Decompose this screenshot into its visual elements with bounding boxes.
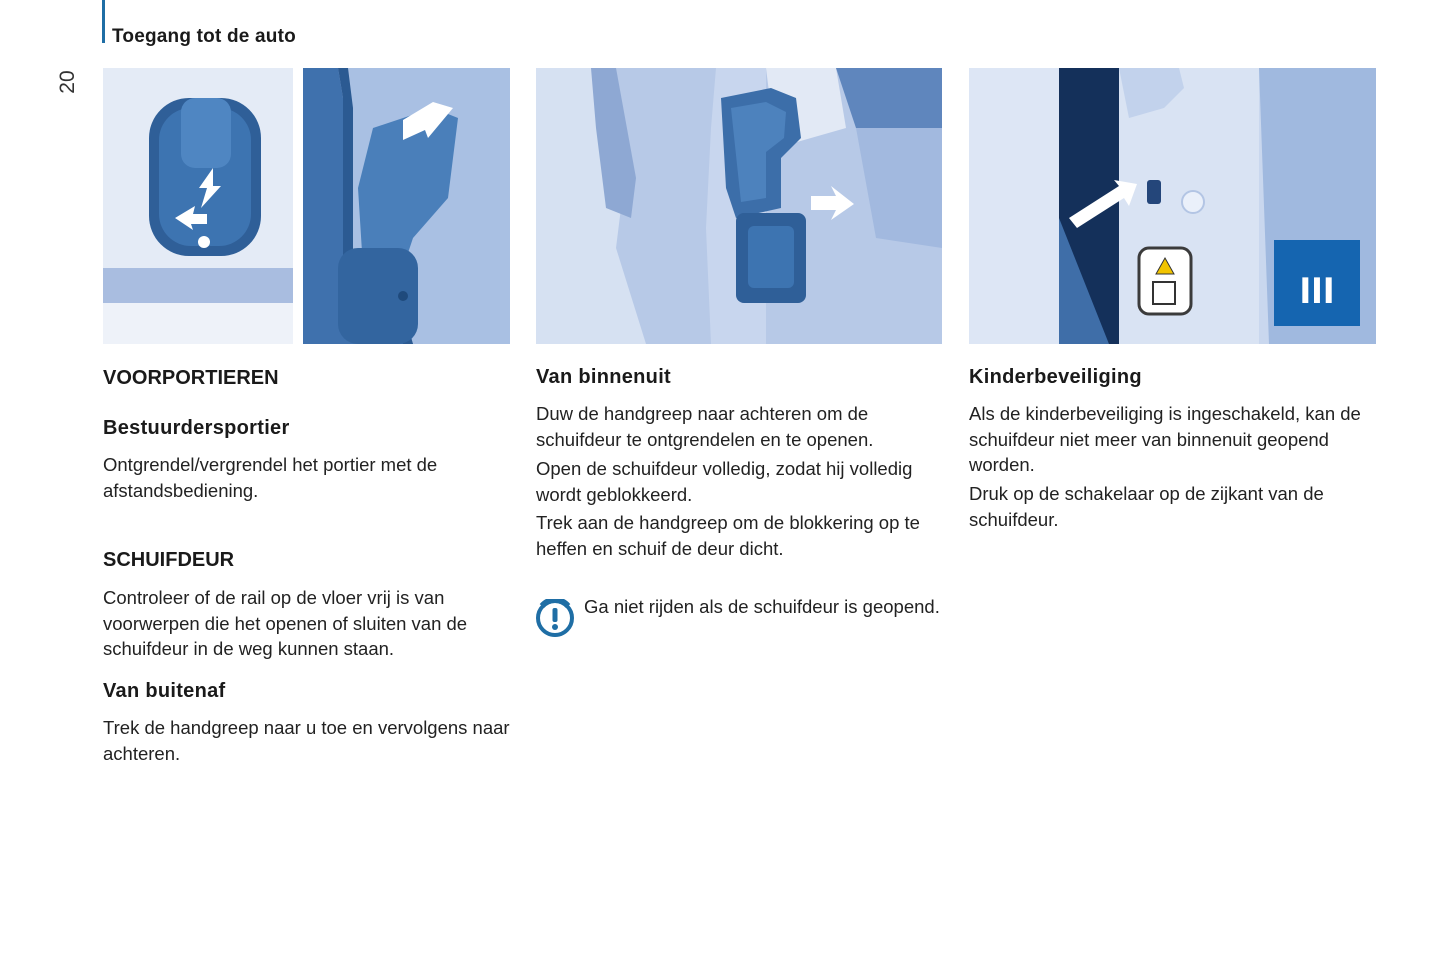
schuifdeur-text: Controleer of de rail op de vloer vrij is van voorwerpen die het openen of sluiten van de schuifdeur in de weg kunnen staan. <box>103 587 468 659</box>
kinderbeveiliging-paragraph-1: Als de kinderbeveiliging is ingeschakeld, kan de schuifdeur niet meer van binnenuit geopend worden. <box>969 403 1361 475</box>
section-title: Toegang tot de auto <box>112 26 296 47</box>
binnenuit-paragraph-3: Trek aan de handgreep om de blokkering op te heffen en schuif de deur dicht. <box>536 512 920 559</box>
svg-text:ꞁꞁꞁ: ꞁꞁꞁ <box>1299 265 1335 305</box>
page-number: 20 <box>56 70 79 94</box>
sliding-door-inner-handle-illustration <box>536 68 942 344</box>
door-handle-illustration <box>103 68 510 344</box>
kinderbeveiliging-heading: Kinderbeveiliging <box>969 366 1142 388</box>
header-accent-bar <box>102 0 105 43</box>
bestuurdersportier-text: Ontgrendel/vergrendel het portier met de afstandsbediening. <box>103 454 438 501</box>
buitenaf-text: Trek de handgreep naar u toe en vervolgens naar achteren. <box>103 717 510 764</box>
schuifdeur-heading: SCHUIFDEUR <box>103 549 235 571</box>
buitenaf-heading: Van buitenaf <box>103 680 226 702</box>
bestuurdersportier-heading: Bestuurdersportier <box>103 417 290 439</box>
warning-text: Ga niet rijden als de schuifdeur is geopend. <box>584 596 940 617</box>
binnenuit-heading: Van binnenuit <box>536 366 672 388</box>
voorportieren-heading: VOORPORTIEREN <box>103 367 279 389</box>
child-lock-switch-illustration <box>969 68 1376 344</box>
binnenuit-paragraph-1: Duw de handgreep naar achteren om de schuifdeur te ontgrendelen en te openen. <box>536 403 874 450</box>
warning-exclamation-icon <box>536 599 574 637</box>
binnenuit-paragraph-2: Open de schuifdeur volledig, zodat hij volledig wordt geblokkeerd. <box>536 458 913 505</box>
kinderbeveiliging-paragraph-2: Druk op de schakelaar op de zijkant van de schuifdeur. <box>969 483 1324 530</box>
